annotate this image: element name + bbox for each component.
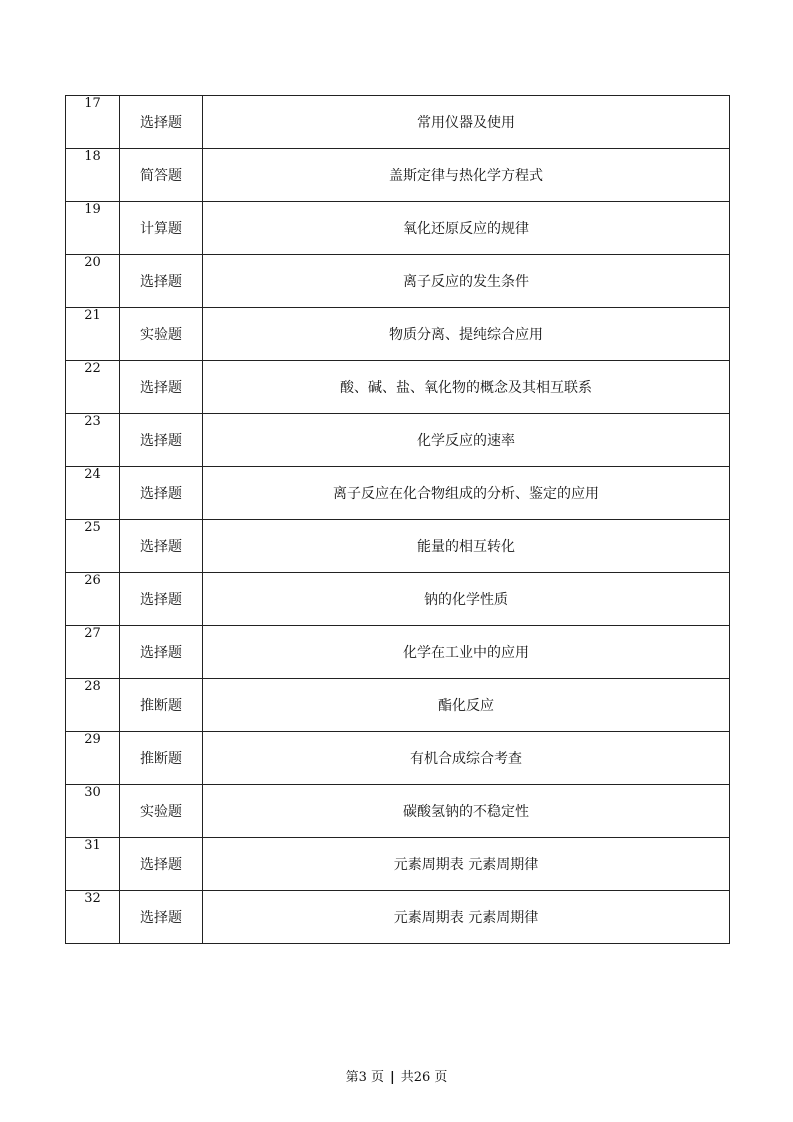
table-row: [66, 96, 730, 149]
question-type: 实验题: [120, 308, 203, 361]
knowledge-point: 元素周期表 元素周期律: [203, 838, 730, 891]
knowledge-point: 碳酸氢钠的不稳定性: [203, 785, 730, 838]
page-footer: [0, 1066, 793, 1085]
question-type: 选择题: [120, 891, 203, 944]
question-type: 推断题: [120, 732, 203, 785]
question-number: 32: [66, 891, 120, 944]
table-row: [66, 520, 730, 573]
knowledge-point: 常用仪器及使用: [203, 96, 730, 149]
knowledge-point: 氧化还原反应的规律: [203, 202, 730, 255]
table-row: [66, 679, 730, 732]
question-number: 19: [66, 202, 120, 255]
question-type: 选择题: [120, 467, 203, 520]
footer-separator: |: [389, 1070, 395, 1085]
knowledge-point: 酸、碱、盐、氧化物的概念及其相互联系: [203, 361, 730, 414]
question-type: 选择题: [120, 255, 203, 308]
knowledge-point: 钠的化学性质: [203, 573, 730, 626]
table-row: [66, 361, 730, 414]
question-type: 选择题: [120, 414, 203, 467]
knowledge-point: 有机合成综合考查: [203, 732, 730, 785]
question-type: 计算题: [120, 202, 203, 255]
knowledge-point: 化学反应的速率: [203, 414, 730, 467]
question-number: 20: [66, 255, 120, 308]
knowledge-point: 酯化反应: [203, 679, 730, 732]
table-row: [66, 626, 730, 679]
question-number: 22: [66, 361, 120, 414]
table-row: [66, 467, 730, 520]
question-number: 17: [66, 96, 120, 149]
question-number: 21: [66, 308, 120, 361]
table-row: [66, 308, 730, 361]
knowledge-point: 元素周期表 元素周期律: [203, 891, 730, 944]
question-type: 实验题: [120, 785, 203, 838]
current-page-label: 第3 页: [345, 1070, 384, 1085]
total-pages-label: 共26 页: [400, 1070, 448, 1085]
table-row: [66, 891, 730, 944]
table-row: [66, 573, 730, 626]
question-number: 31: [66, 838, 120, 891]
knowledge-point: 离子反应在化合物组成的分析、鉴定的应用: [203, 467, 730, 520]
table-row: [66, 255, 730, 308]
question-number: 26: [66, 573, 120, 626]
knowledge-point: 离子反应的发生条件: [203, 255, 730, 308]
table-row: [66, 732, 730, 785]
question-type: 推断题: [120, 679, 203, 732]
question-number: 24: [66, 467, 120, 520]
question-type: 选择题: [120, 520, 203, 573]
table-row: [66, 202, 730, 255]
question-type: 选择题: [120, 838, 203, 891]
topics-table: [65, 95, 730, 944]
table-row: [66, 785, 730, 838]
question-type: 简答题: [120, 149, 203, 202]
knowledge-point: 能量的相互转化: [203, 520, 730, 573]
question-number: 25: [66, 520, 120, 573]
question-number: 18: [66, 149, 120, 202]
knowledge-point: 物质分离、提纯综合应用: [203, 308, 730, 361]
question-number: 23: [66, 414, 120, 467]
knowledge-point: 化学在工业中的应用: [203, 626, 730, 679]
table-row: [66, 838, 730, 891]
knowledge-point: 盖斯定律与热化学方程式: [203, 149, 730, 202]
question-type: 选择题: [120, 361, 203, 414]
question-number: 27: [66, 626, 120, 679]
question-number: 29: [66, 732, 120, 785]
question-number: 28: [66, 679, 120, 732]
question-type: 选择题: [120, 626, 203, 679]
table-row: [66, 414, 730, 467]
question-type: 选择题: [120, 573, 203, 626]
question-number: 30: [66, 785, 120, 838]
question-type: 选择题: [120, 96, 203, 149]
table-row: [66, 149, 730, 202]
